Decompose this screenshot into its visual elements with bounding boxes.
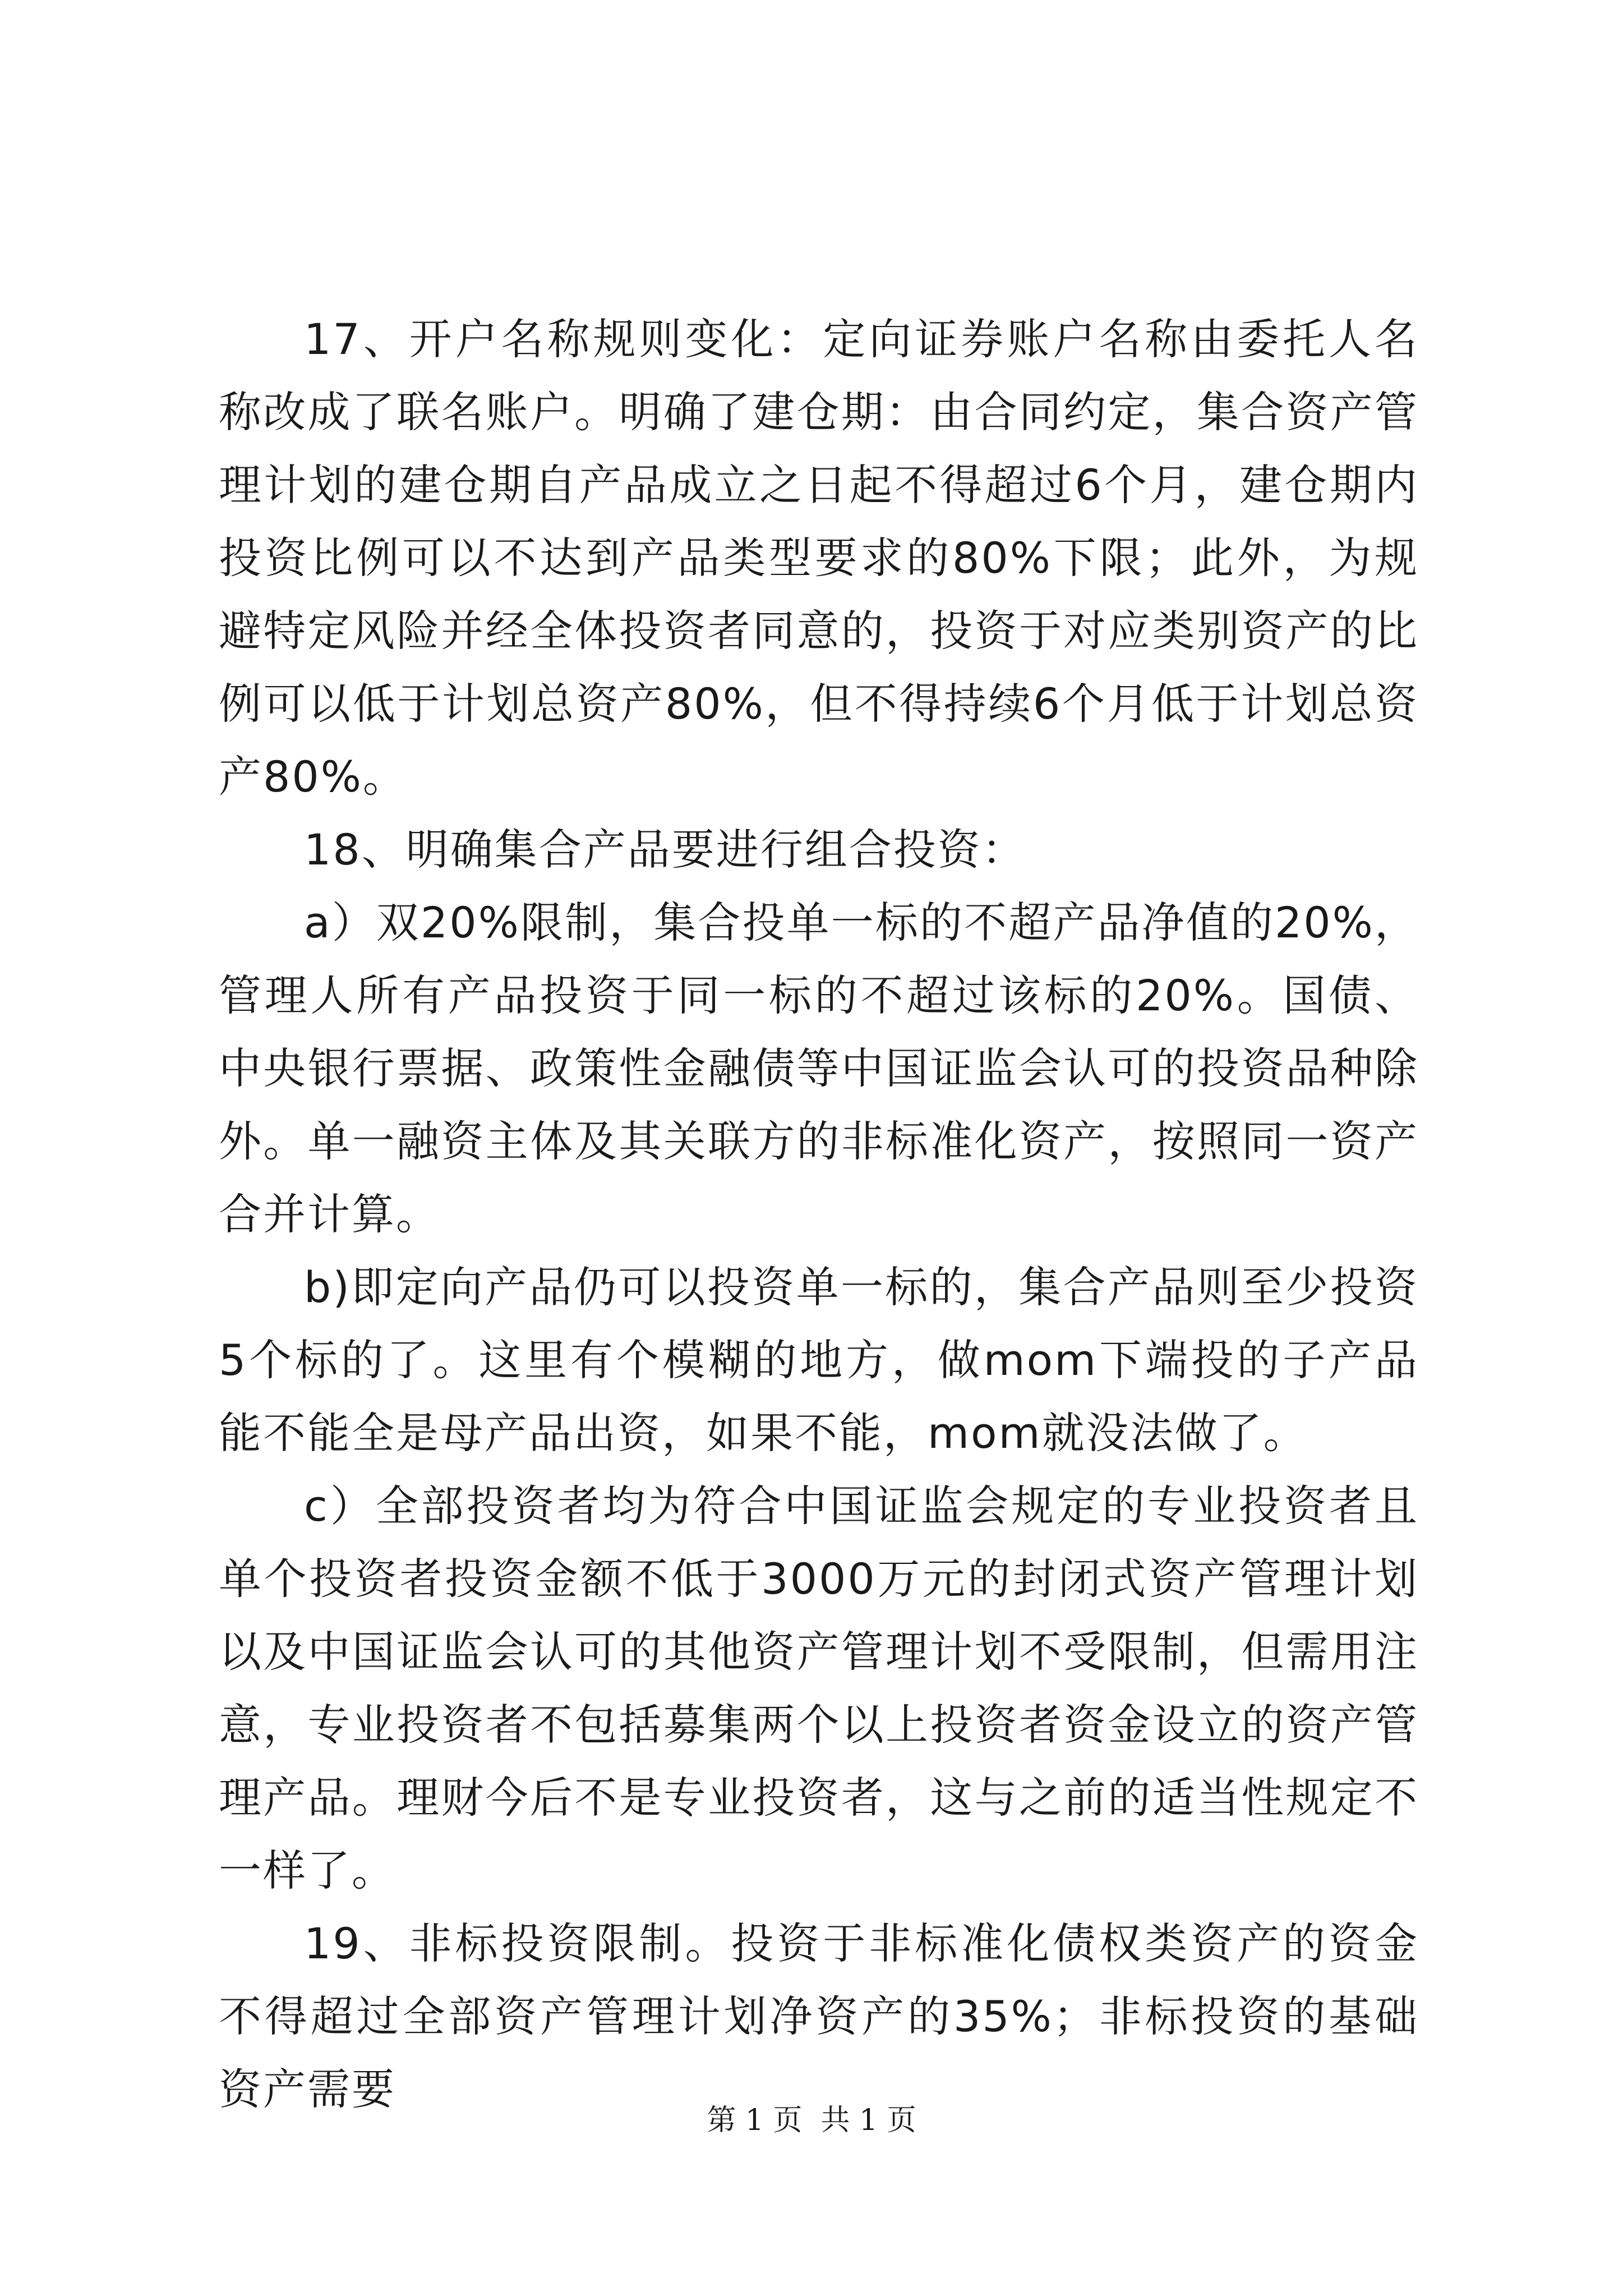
paragraph-18b: b)即定向产品仍可以投资单一标的，集合产品则至少投资5个标的了。这里有个模糊的地方，做mom下端投的子产品能不能全是母产品出资，如果不能，mom就没法做了。 (219, 1262, 1419, 1458)
paragraph-18a: a）双20%限制，集合投单一标的不超产品净值的20%，管理人所有产品投资于同一标的不超过该标的20%。国债、中央银行票据、政策性金融债等中国证监会认可的投资品种除外。单一融资主体及其关联方的非标准化资产，按照同一资产合并计算。 (219, 898, 1419, 1239)
paragraph-17: 17、开户名称规则变化：定向证券账户名称由委托人名称改成了联名账户。明确了建仓期：由合同约定，集合资产管理计划的建仓期自产品成立之日起不得超过6个月，建仓期内投资比例可以不达到产品类型要求的80%下限；此外，为规避特定风险并经全体投资者同意的，投资于对应类别资产的比例可以低于计划总资产80%，但不得持续6个月低于计划总资产80%。 (219, 314, 1419, 802)
paragraph-19: 19、非标投资限制。投资于非标准化债权类资产的资金不得超过全部资产管理计划净资产的35%；非标投资的基础资产需要 (219, 1918, 1419, 2114)
page-footer (0, 2101, 1623, 2140)
page-number: 第 1 页 共 1 页 (707, 2104, 916, 2137)
document-body (219, 303, 1419, 2126)
paragraph-18c: c）全部投资者均为符合中国证监会规定的专业投资者且单个投资者投资金额不低于3000万元的封闭式资产管理计划以及中国证监会认可的其他资产管理计划不受限制，但需用注意，专业投资者不包括募集两个以上投资者资金设立的资产管理产品。理财今后不是专业投资者，这与之前的适当性规定不一样了。 (219, 1481, 1419, 1895)
paragraph-18: 18、明确集合产品要进行组合投资： (304, 825, 1026, 875)
